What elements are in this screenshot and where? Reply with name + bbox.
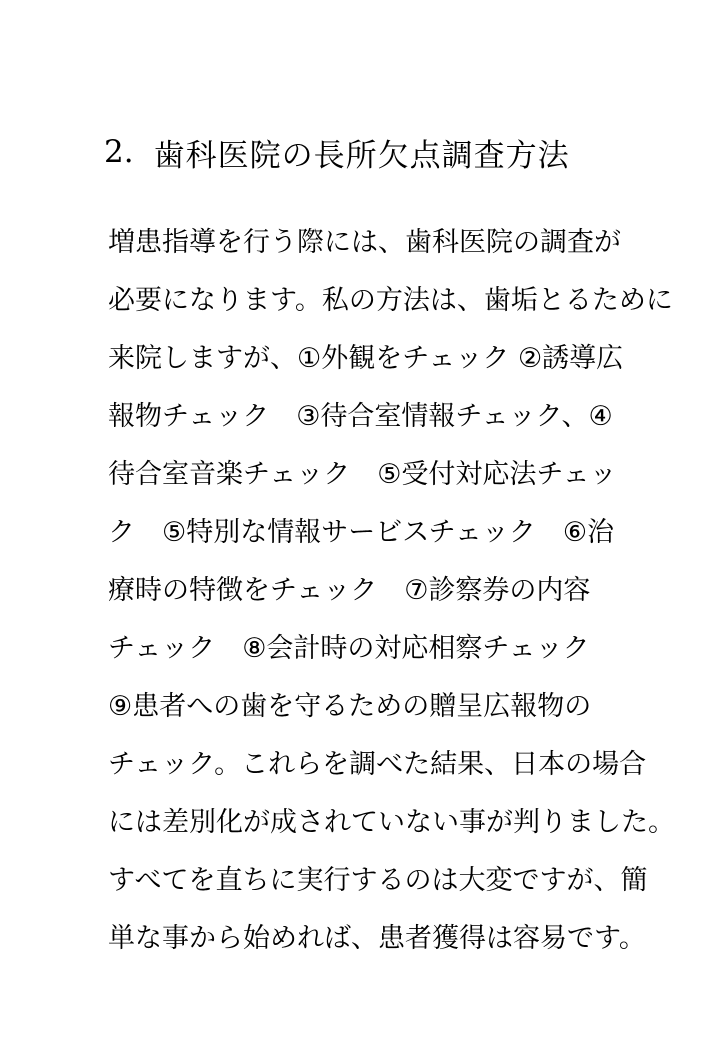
text-line-12: すべてを直ちに実行するのは大変ですが、簡 xyxy=(108,865,648,896)
text-line-10: チェック。これらを調べた結果、日本の場合 xyxy=(108,749,647,780)
section-heading xyxy=(104,128,570,176)
section-number: 2. xyxy=(104,134,134,170)
text-line-6: ク ⑤特別な情報サービスチェック ⑥治 xyxy=(108,517,615,548)
text-line-1: 増患指導を行う際には、歯科医院の調査が xyxy=(108,227,621,258)
body-text xyxy=(108,214,675,968)
text-line-2: 必要になります。私の方法は、歯垢とるために xyxy=(108,285,673,316)
section-title: 歯科医院の長所欠点調査方法 xyxy=(153,137,570,174)
text-line-4: 報物チェック ③待合室情報チェック、④ xyxy=(108,401,613,432)
text-line-5: 待合室音楽チェック ⑤受付対応法チェッ xyxy=(108,459,617,490)
text-line-7: 療時の特徴をチェック ⑦診察券の内容 xyxy=(108,575,591,606)
text-line-13: 単な事から始めれば、患者獲得は容易です。 xyxy=(108,923,646,954)
text-line-11: には差別化が成されていない事が判りました。 xyxy=(108,807,675,838)
text-line-9: ⑨患者への歯を守るための贈呈広報物の xyxy=(108,691,592,722)
text-line-8: チェック ⑧会計時の対応相察チェック xyxy=(108,633,590,664)
text-line-3: 来院しますが、①外観をチェック ②誘導広 xyxy=(108,343,624,374)
